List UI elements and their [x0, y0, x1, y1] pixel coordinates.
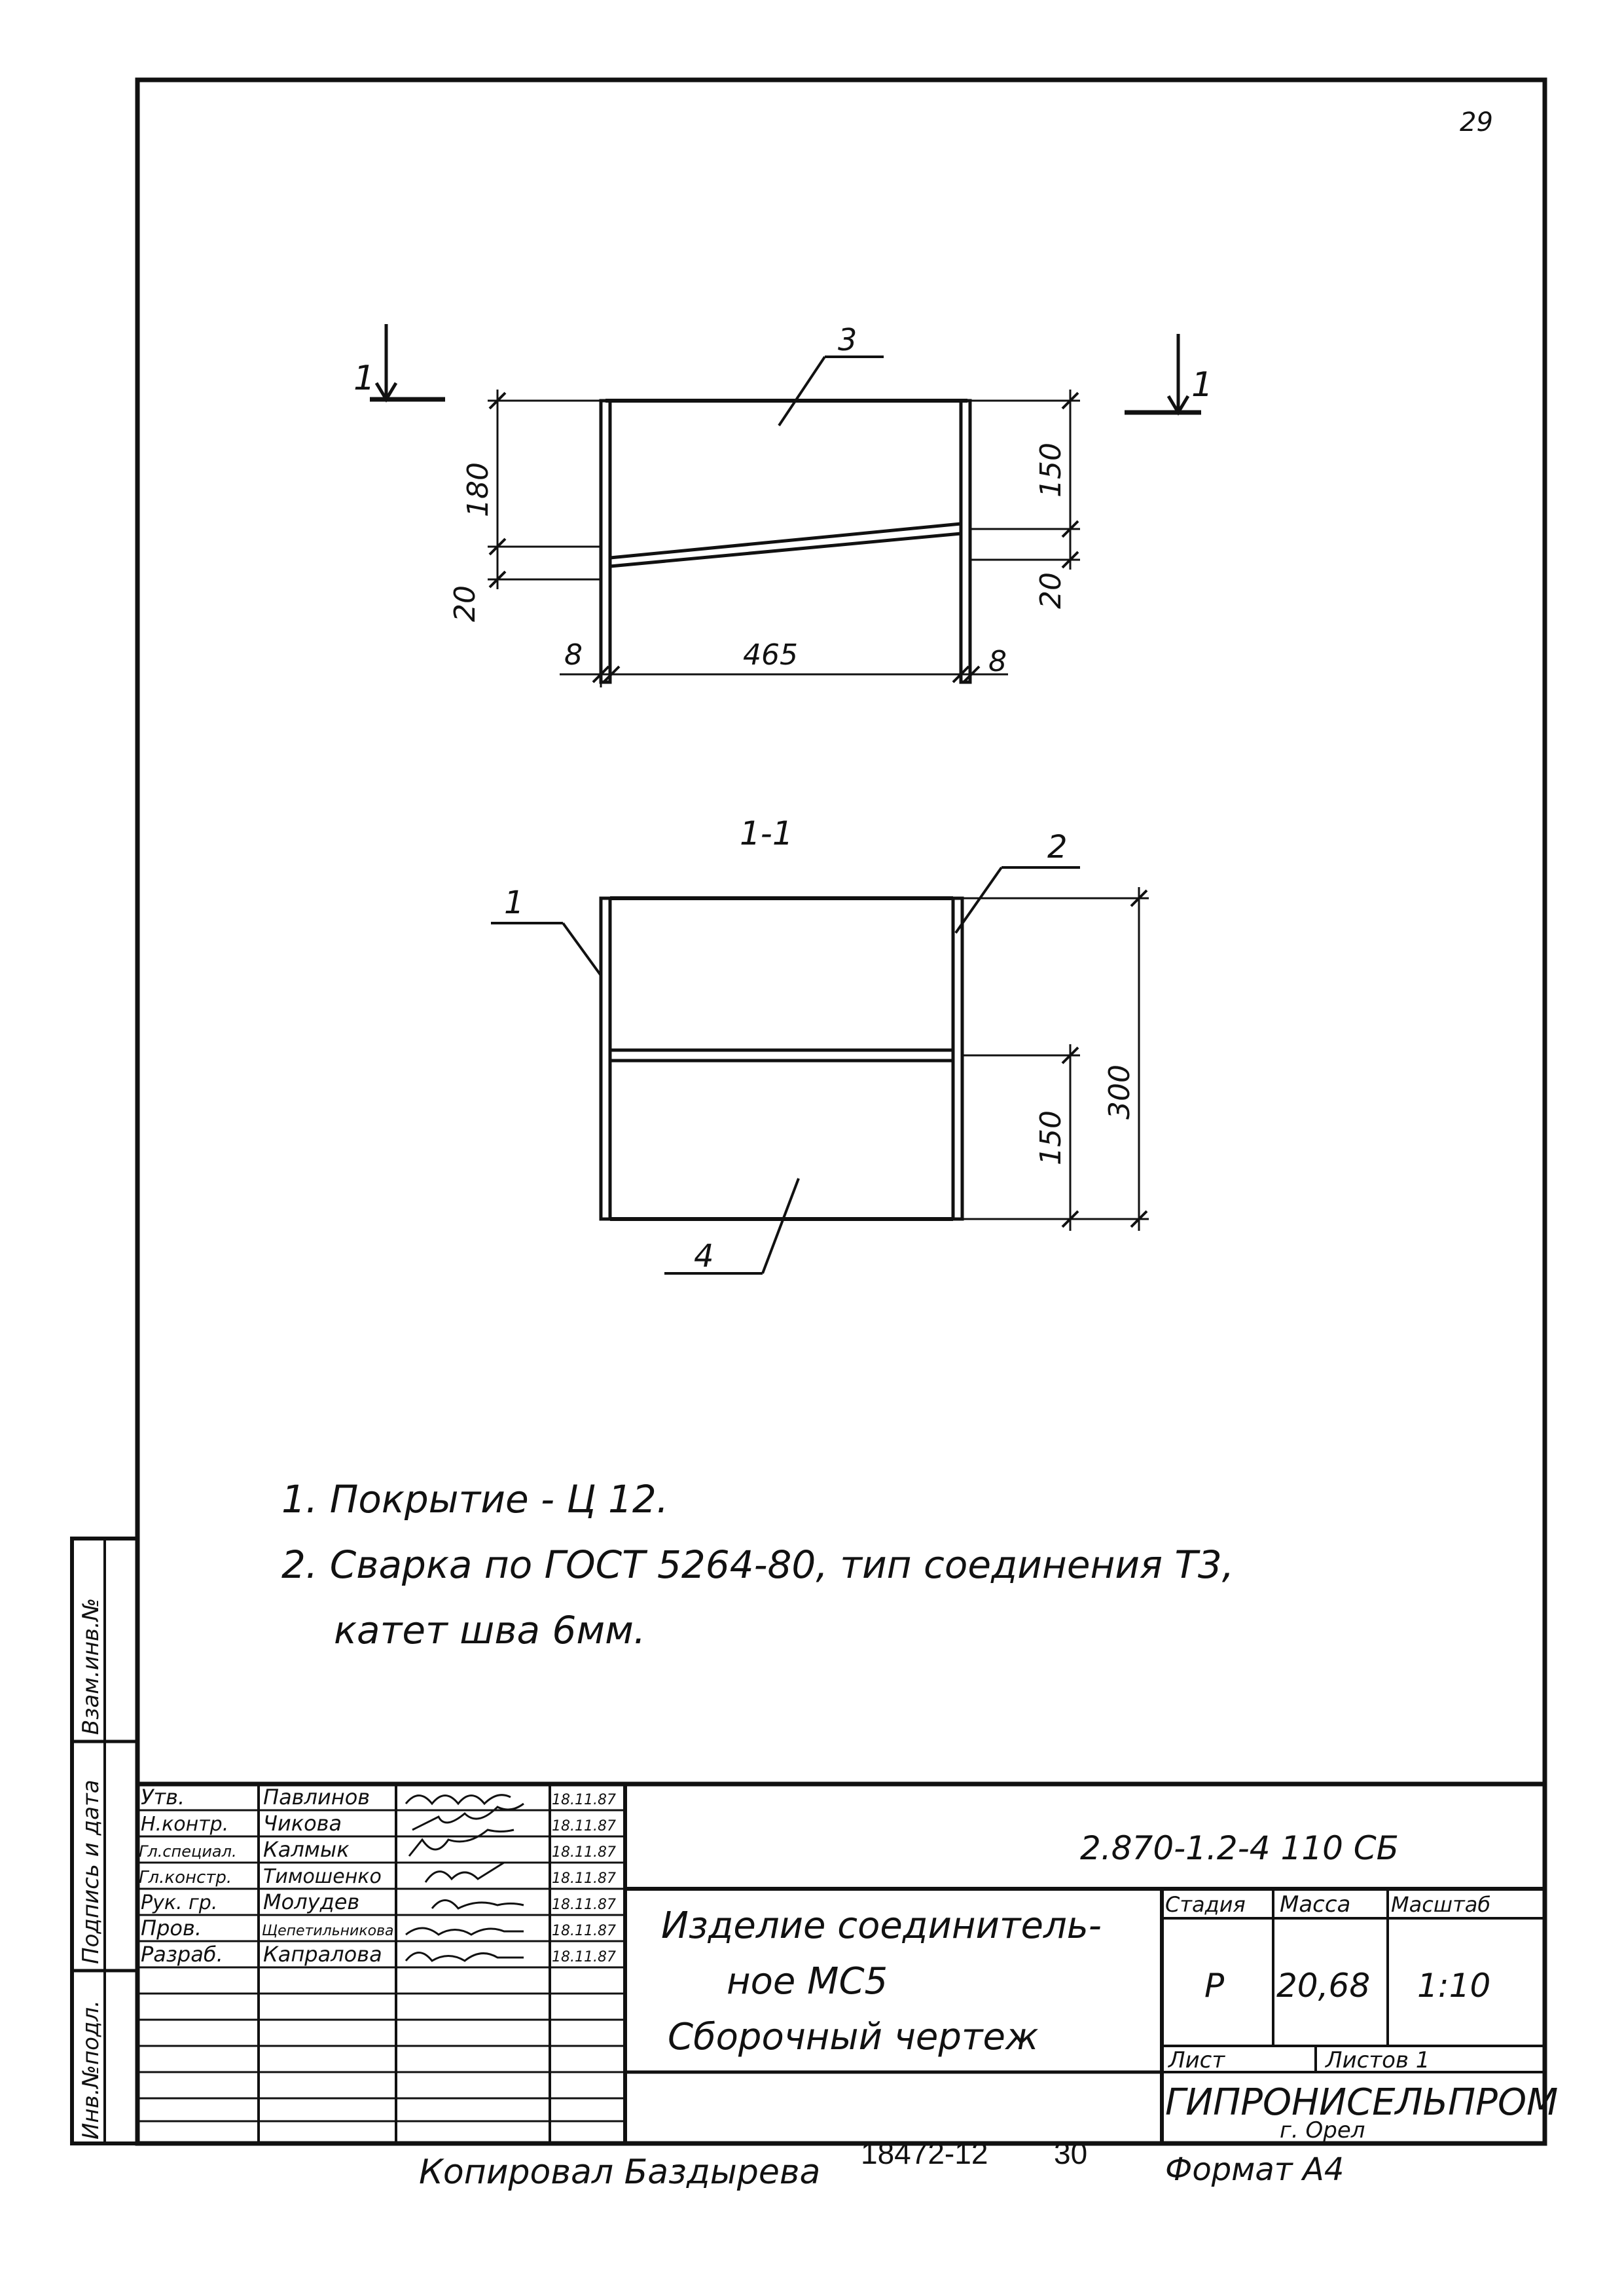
stage-header: Стадия — [1165, 1892, 1246, 1917]
page-number: 29 — [1460, 107, 1493, 137]
dim-bottom-8-right: 8 — [988, 645, 1007, 678]
copy-number: 30 — [1054, 2136, 1088, 2170]
org-name: ГИПРОНИСЕЛЬПРОМ — [1165, 2081, 1559, 2124]
dim-bottom-8-left: 8 — [564, 638, 583, 672]
signer-date: 18.11.87 — [552, 1949, 616, 1965]
note-2-cont: катет шва 6мм. — [334, 1608, 646, 1652]
title-line-2: ное МС5 — [727, 1960, 888, 2003]
signers-table — [139, 1785, 616, 1967]
mass-header: Масса — [1280, 1891, 1351, 1918]
section-mark-left: 1 — [353, 359, 376, 398]
signer-name: Капралова — [263, 1942, 382, 1967]
dim-right-150: 150 — [1034, 443, 1068, 498]
signer-name: Чикова — [263, 1811, 342, 1836]
copied-by: Копировал Баздырева — [419, 2153, 821, 2192]
title-line-1: Изделие соединитель- — [661, 1904, 1102, 1947]
signer-role: Пров. — [141, 1916, 202, 1941]
part-label-4: 4 — [694, 1238, 714, 1275]
signer-name: Тимошенко — [263, 1865, 382, 1888]
sheets-label: Листов 1 — [1326, 2047, 1430, 2073]
section-view — [491, 867, 1149, 1273]
dim-section-300: 300 — [1103, 1065, 1136, 1120]
part-label-3: 3 — [838, 322, 857, 357]
mass-value: 20,68 — [1276, 1967, 1371, 2005]
title-line-3: Сборочный чертеж — [668, 2016, 1039, 2058]
format-label: Формат А4 — [1165, 2151, 1344, 2188]
dim-section-150: 150 — [1034, 1110, 1068, 1165]
signer-date: 18.11.87 — [552, 1897, 616, 1913]
signer-role: Утв. — [141, 1785, 185, 1810]
signer-date: 18.11.87 — [552, 1792, 616, 1808]
org-city: г. Орел — [1280, 2117, 1365, 2143]
signer-role: Разраб. — [141, 1942, 223, 1967]
scale-header: Масштаб — [1391, 1892, 1491, 1917]
signer-date: 18.11.87 — [552, 1923, 616, 1939]
doc-code: 2.870-1.2-4 110 СБ — [1080, 1829, 1399, 1867]
section-mark-right: 1 — [1191, 365, 1214, 405]
dim-left-20: 20 — [448, 585, 482, 622]
sheet-label: Лист — [1168, 2047, 1225, 2073]
stage-value: Р — [1204, 1967, 1225, 2005]
dim-bottom-465: 465 — [743, 638, 798, 672]
side-stamp-label-2: Подпись и дата — [78, 1779, 104, 1964]
note-2: 2. Сварка по ГОСТ 5264-80, тип соединения Т3, — [281, 1542, 1235, 1587]
dim-left-180: 180 — [461, 462, 495, 517]
dim-right-20: 20 — [1034, 572, 1068, 609]
signer-name: Калмык — [263, 1837, 350, 1862]
side-stamp-label-1: Взам.инв.№ — [78, 1597, 104, 1735]
signatures — [406, 1795, 524, 1961]
signer-date: 18.11.87 — [552, 1844, 616, 1861]
part-label-1: 1 — [504, 884, 524, 921]
signer-role: Гл.специал. — [139, 1842, 237, 1861]
signer-name: Щепетильникова — [262, 1923, 394, 1939]
section-title: 1-1 — [740, 814, 793, 852]
signer-date: 18.11.87 — [552, 1870, 616, 1887]
signer-role: Н.контр. — [141, 1813, 229, 1836]
order-number: 18472-12 — [861, 2136, 988, 2170]
note-1: 1. Покрытие - Ц 12. — [281, 1477, 669, 1522]
signer-role: Гл.констр. — [139, 1868, 232, 1887]
side-stamp-label-3: Инв.№подл. — [78, 2000, 104, 2140]
signer-name: Павлинов — [263, 1785, 370, 1810]
signer-name: Молудев — [263, 1889, 360, 1914]
signer-date: 18.11.87 — [552, 1818, 616, 1834]
scale-value: 1:10 — [1417, 1967, 1491, 2005]
part-label-2: 2 — [1047, 829, 1068, 866]
signer-role: Рук. гр. — [141, 1891, 218, 1914]
